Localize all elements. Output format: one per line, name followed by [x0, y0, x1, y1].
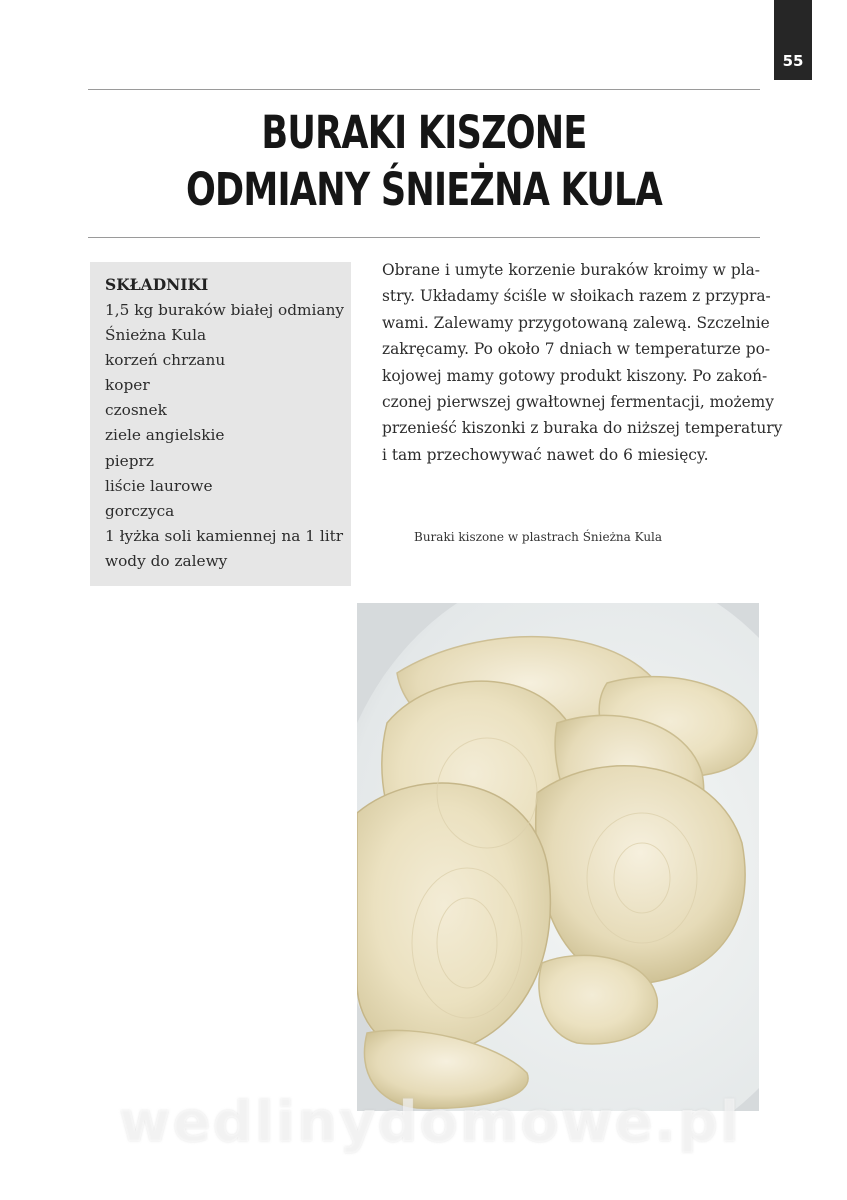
beet-slices-photo [357, 603, 759, 1111]
ingredient-line: 1 łyżka soli kamiennej na 1 litr [105, 526, 344, 545]
ingredients-list [105, 298, 351, 574]
instruction-line: stry. Układamy ściśle w słoikach razem z przypra- [382, 287, 771, 306]
ingredients-heading: SKŁADNIKI [105, 275, 209, 294]
instruction-line: wami. Zalewamy przygotowaną zalewą. Szczelnie [382, 313, 770, 332]
ingredient-line: czosnek [105, 401, 167, 420]
ingredients-box [90, 262, 351, 586]
ingredient-line: liście laurowe [105, 476, 213, 495]
page-number: 55 [782, 52, 804, 70]
page-title [162, 104, 686, 218]
instruction-line: i tam przechowywać nawet do 6 miesięcy. [382, 445, 709, 464]
photo-caption: Buraki kiszone w plastrach Śnieżna Kula [414, 530, 663, 544]
ingredient-line: 1,5 kg buraków białej odmiany [105, 301, 345, 319]
ingredient-line: wody do zalewy [105, 551, 228, 570]
title-line-1: BURAKI KISZONE [261, 106, 587, 159]
watermark-text: wedlinydomowe.pl [118, 1090, 742, 1155]
ingredient-line: koper [105, 376, 150, 395]
ingredient-line: Śnieżna Kula [105, 326, 207, 345]
ingredient-line: pieprz [105, 451, 154, 470]
recipe-instructions [382, 257, 783, 468]
instruction-line: czonej pierwszej gwałtownej fermentacji, możemy [382, 393, 774, 412]
title-rule-top [88, 89, 760, 90]
beet-slices-illustration [357, 603, 759, 1111]
page-number-tab [774, 0, 812, 80]
instruction-line: przenieść kiszonki z buraka do niższej temperatury [382, 419, 783, 438]
title-line-2: ODMIANY ŚNIEŻNA KULA [185, 163, 663, 216]
ingredient-line: gorczyca [105, 501, 175, 520]
ingredient-line: korzeń chrzanu [105, 351, 226, 370]
instruction-line: kojowej mamy gotowy produkt kiszony. Po zakoń- [382, 366, 768, 385]
instruction-line: zakręcamy. Po około 7 dniach w temperaturze po- [382, 340, 771, 359]
title-rule-bottom [88, 237, 760, 238]
instruction-line: Obrane i umyte korzenie buraków kroimy w pla- [382, 261, 760, 279]
ingredient-line: ziele angielskie [105, 426, 225, 445]
